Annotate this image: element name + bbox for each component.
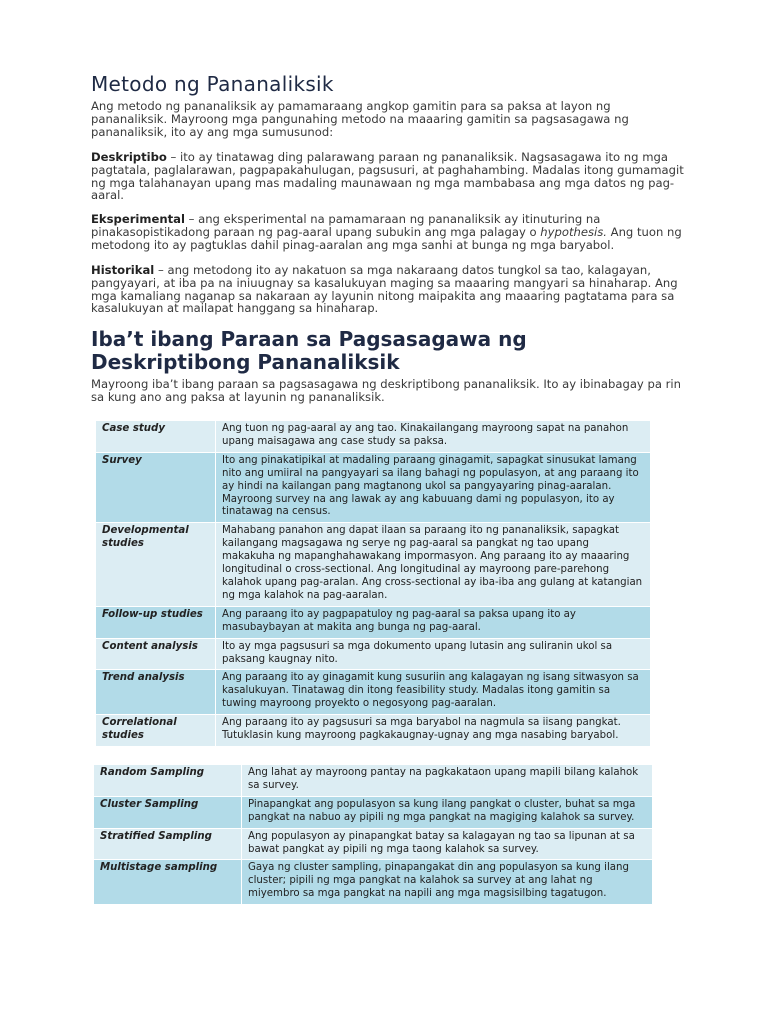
- method-description: Ang tuon ng pag-aaral ay ang tao. Kinakailangang mayroong sapat na panahon upang maisagawa ang case study sa paksa.: [216, 421, 651, 453]
- table-row: [94, 860, 653, 905]
- table-row: [94, 828, 653, 860]
- method-description: Ito ang pinakatipikal at madaling paraang ginagamit, sapagkat sinusukat lamang nito ang umiiral na pangyayari sa ilang bahagi ng populasyon, at ang paraang ito ay hindi na kailangan pang magtanong ukol sa pangyayaring pinag-aaralan. Mayroong survey na ang lawak ay ang kabuuang dami ng populasyon, ito ay tinatawag na census.: [216, 452, 651, 523]
- heading-ibat-ibang-paraan: Iba’t ibang Paraan sa Pagsasagawa ng Deskriptibong Pananaliksik: [91, 327, 527, 374]
- eksperimental-paragraph: [91, 213, 687, 251]
- method-description: Ang paraang ito ay ginagamit kung susuriin ang kalagayan ng isang sitwasyon sa kasalukuyan. Tinatawag din itong feasibility study. Madalas itong gamitin sa tuwing mayroong proyekto o negosyong pag-aaralan.: [216, 670, 651, 715]
- sampling-term: Random Sampling: [94, 765, 242, 797]
- sampling-term: Multistage sampling: [94, 860, 242, 905]
- eksperimental-italic: hypothesis.: [540, 224, 607, 239]
- method-term: Survey: [96, 452, 216, 523]
- deskriptibo-term: Deskriptibo: [91, 150, 167, 164]
- method-description: Mahabang panahon ang dapat ilaan sa paraang ito ng pananaliksik, sapagkat kailangang magsagawa ng serye ng pag-aaral sa pangkat ng tao upang makakuha ng mapanghahawakang impormasyon. Ang paraang ito ay maaaring longitudinal o cross-sectional. Ang longitudinal ay mayroong pare-parehong kalahok upang pag-aralan. Ang cross-sectional ay iba-iba ang gulang at katangian ng mga kalahok na pag-aaralan.: [216, 523, 651, 606]
- method-description: Ang paraang ito ay pagsusuri sa mga baryabol na nagmula sa iisang pangkat. Tutuklasin kung mayroong pagkakaugnay-ugnay ang mga nasabing baryabol.: [216, 715, 651, 747]
- historikal-paragraph: [91, 264, 687, 315]
- historikal-text: – ang metodong ito ay nakatuon sa mga nakaraang datos tungkol sa tao, kalagayan, pangyayari, at iba pa na iniuugnay sa kasalukuyan maging sa maaaring mangyari sa hinaharap. Ang mga kamaliang naganap sa nakaraan ay layunin nitong maipakita ang maaaring pagtatama para sa kasalukuyan at mailapat hanggang sa hinaharap.: [91, 263, 678, 316]
- method-description: Ito ay mga pagsusuri sa mga dokumento upang lutasin ang suliranin ukol sa paksang kaugnay nito.: [216, 638, 651, 670]
- sampling-description: Ang lahat ay mayroong pantay na pagkakataon upang mapili bilang kalahok sa survey.: [242, 765, 653, 797]
- heading-metodo: Metodo ng Pananaliksik: [91, 72, 334, 96]
- table-row: [94, 765, 653, 797]
- sampling-term: Stratified Sampling: [94, 828, 242, 860]
- sampling-description: Gaya ng cluster sampling, pinapangakat din ang populasyon sa kung ilang cluster; pipili ng mga pangkat na kalahok sa survey at ang lahat ng miyembro sa mga pangkat na napili ang mga magsisilbing tagatugon.: [242, 860, 653, 905]
- method-term: Developmental studies: [96, 523, 216, 606]
- method-term: Follow-up studies: [96, 606, 216, 638]
- deskriptibo-text: – ito ay tinatawag ding palarawang paraan ng pananaliksik. Nagsasagawa ito ng mga pagtatala, paglalarawan, pagpapakahulugan, pagsusuri, at paghahambing. Madalas itong gumamagit ng mga talahanayan upang mas madaling maunawaan ng mga mambabasa ang mga datos ng pag-aaral.: [91, 150, 684, 203]
- deskriptibo-paragraph: [91, 151, 687, 202]
- sampling-description: Ang populasyon ay pinapangkat batay sa kalagayan ng tao sa lipunan at sa bawat pangkat ay pipili ng mga taong kalahok sa survey.: [242, 828, 653, 860]
- section2-intro: Mayroong iba’t ibang paraan sa pagsasagawa ng deskriptibong pananaliksik. Ito ay ibinabagay pa rin sa kung ano ang paksa at layunin ng pananaliksik.: [91, 377, 681, 404]
- table-row: [94, 796, 653, 828]
- sampling-methods-table: [93, 764, 653, 905]
- table-row: [96, 523, 651, 606]
- eksperimental-text-before: – ang eksperimental na pamamaraan ng pananaliksik ay itinuturing na pinakasopistikadong paraan ng pag-aaral upang subukin ang mga palagay o: [91, 212, 601, 239]
- table-row: [96, 670, 651, 715]
- method-term: Case study: [96, 421, 216, 453]
- intro-paragraph: Ang metodo ng pananaliksik ay pamamaraang angkop gamitin para sa paksa at layon ng pananaliksik. Mayroong mga pangunahing metodo na maaaring gamitin sa pagsasagawa ng pananaliksik, ito ay ang mga sumusunod:: [91, 99, 629, 139]
- table-row: [96, 421, 651, 453]
- table-row: [96, 638, 651, 670]
- method-term: Correlational studies: [96, 715, 216, 747]
- table-row: [96, 606, 651, 638]
- method-description: Ang paraang ito ay pagpapatuloy ng pag-aaral sa paksa upang ito ay masubaybayan at makita ang bunga ng pag-aaral.: [216, 606, 651, 638]
- method-term: Trend analysis: [96, 670, 216, 715]
- method-term: Content analysis: [96, 638, 216, 670]
- table-row: [96, 715, 651, 747]
- eksperimental-term: Eksperimental: [91, 212, 185, 226]
- table-row: [96, 452, 651, 523]
- sampling-term: Cluster Sampling: [94, 796, 242, 828]
- descriptive-methods-table: [95, 420, 651, 747]
- sampling-description: Pinapangkat ang populasyon sa kung ilang pangkat o cluster, buhat sa mga pangkat na nabuo ay pipili ng mga pangkat na magiging kalahok sa survey.: [242, 796, 653, 828]
- historikal-term: Historikal: [91, 263, 155, 277]
- eksperimental-text-after: Ang tuon ng metodong ito ay pagtuklas dahil pinag-aaralan ang mga sanhi at bunga ng mga baryabol.: [91, 224, 682, 252]
